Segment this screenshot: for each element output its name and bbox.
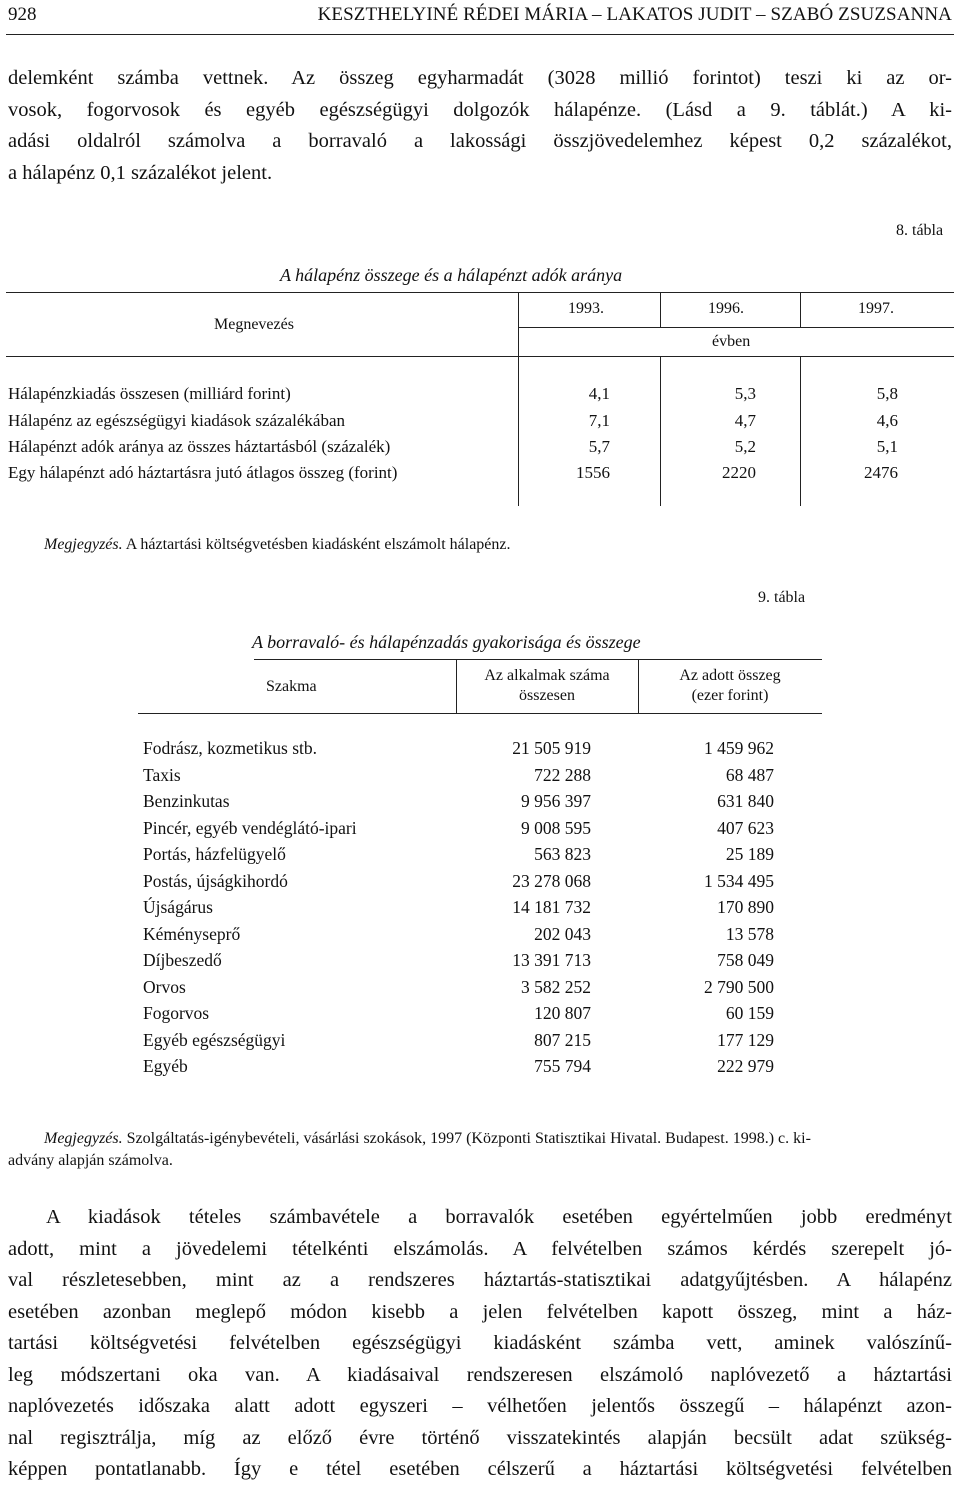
outro-line: leg módszertani oka van. A kiadásaival rendszeresen elszámoló naplóvezető a háztartási [8, 1363, 952, 1386]
table9-cell-amount: 170 890 [717, 897, 774, 917]
running-header-authors: KESZTHELYINÉ RÉDEI MÁRIA – LAKATOS JUDIT – SZABÓ ZSUZSANNA [317, 4, 952, 25]
table9-row-label: Pincér, egyéb vendéglátó-ipari [143, 817, 357, 838]
table9-cell-count: 755 794 [534, 1056, 591, 1076]
table8-number: 8. tábla [896, 222, 944, 239]
outro-line: val részletesebben, mint az a rendszeres háztartás-statisztikai adatgyűjtésben. A hálapénz [8, 1269, 952, 1291]
table8-cell: 5,1 [876, 437, 898, 456]
table9-cell-amount: 68 487 [725, 764, 774, 785]
header-rule [6, 34, 954, 35]
intro-paragraph [8, 63, 952, 189]
table9-col-count-line1: Az alkalmak száma [484, 667, 610, 684]
intro-line: vosok, fogorvosok és egyéb egészségügyi dolgozók hálapénze. (Lásd a 9. táblát.) A ki- [8, 98, 952, 121]
outro-line: nal regisztrálja, míg az előző évre történő visszatekintés alapján becsült adat szükség- [8, 1426, 952, 1449]
outro-line: naplóvezetés időszaka alatt adott egyszeri – vélhetően jelentős összegű – hálapénzt azon- [8, 1395, 952, 1417]
table9-cell-amount: 1 534 495 [704, 870, 774, 891]
table8-year-1993: 1993. [568, 300, 604, 317]
table8-note [44, 534, 511, 555]
table8-cell: 5,7 [588, 437, 610, 456]
table9-cell-count: 14 181 732 [512, 897, 591, 917]
table9-title: A borravaló- és hálapénzadás gyakorisága és összege [252, 632, 641, 652]
running-header [8, 4, 952, 34]
table9-number: 9. tábla [758, 589, 806, 606]
table9-row-label: Díjbeszedő [143, 950, 222, 970]
table9-top-rule [254, 659, 822, 660]
table8-cell: 4,7 [734, 411, 756, 430]
table9-row-label: Egyéb egészségügyi [143, 1029, 286, 1050]
outro-line: adott, mint a jövedelemi tételkénti elszámolás. A felvételben számos kérdés szerepelt jó- [8, 1237, 952, 1260]
table8-cell: 4,1 [588, 384, 610, 403]
table9-cell-amount: 758 049 [717, 950, 774, 970]
table9-row-label: Újságárus [143, 897, 213, 917]
table8-row-label: Hálapénzkiadás összesen (milliárd forint) [8, 384, 291, 403]
table8-row-label: Hálapénz az egészségügyi kiadások százalékában [8, 411, 345, 430]
table9-row-label: Orvos [143, 976, 186, 997]
table9-col-count [456, 667, 638, 705]
table9-col-amount [638, 667, 822, 705]
table9-cell-count: 9 008 595 [521, 817, 591, 838]
table9-note [44, 1128, 952, 1149]
table8-row-label: Hálapénzt adók aránya az összes háztartásból (százalék) [8, 437, 391, 456]
table9-cell-amount: 177 129 [717, 1029, 774, 1050]
table9-row-label: Benzinkutas [143, 791, 230, 811]
table8-header-bottom-rule [6, 356, 954, 357]
table9-cell-amount: 2 790 500 [704, 976, 774, 997]
table8-cell: 2220 [722, 463, 756, 482]
table9-note-line2: advány alapján számolva. [8, 1152, 173, 1169]
table9-col-amount-line2: (ezer forint) [691, 687, 769, 704]
table9-row-label: Portás, házfelügyelő [143, 844, 286, 864]
outro-line: képpen pontatlanabb. Így e tétel esetében célszerű a háztartási költségvetési felvételben [8, 1458, 952, 1480]
table8-year-divider [800, 292, 801, 327]
table9-cell-count: 202 043 [534, 923, 591, 944]
table9-row-label: Fogorvos [143, 1003, 210, 1023]
table9-col-count-line2: összesen [519, 687, 575, 704]
table8-year-divider [660, 292, 661, 327]
intro-line: a hálapénz 0,1 százalékot jelent. [8, 161, 273, 184]
table9-row-label: Kéményseprő [143, 923, 241, 944]
intro-line: adási oldalról számolva a borravaló a lakossági összjövedelemhez képest 0,2 százalékot, [8, 130, 952, 152]
table8-cell: 1556 [576, 463, 610, 482]
table8-header-divider [518, 292, 519, 356]
table8-title: A hálapénz összege és a hálapénzt adók aránya [280, 265, 623, 285]
table8-body-divider [800, 356, 801, 506]
table9-cell-count: 9 956 397 [521, 791, 591, 811]
table9-cell-count: 3 582 252 [521, 976, 591, 997]
table9-cell-amount: 222 979 [717, 1056, 774, 1076]
table8-year-1997: 1997. [858, 300, 894, 317]
table9-cell-amount: 13 578 [725, 923, 774, 944]
table9-cell-amount: 631 840 [717, 791, 774, 811]
outro-line: esetében azonban meglepő módon kisebb a jelen felvételben kapott összeg, mint a ház- [8, 1300, 952, 1323]
intro-line: delemként számba vettnek. Az összeg egyharmadát (3028 millió forintot) teszi ki az or- [8, 67, 952, 89]
table8-note-label: Megjegyzés. [44, 536, 123, 553]
table8-years-rule [518, 327, 954, 328]
table9-col-amount-line1: Az adott összeg [679, 667, 781, 684]
table8-body-divider [518, 356, 519, 506]
table9-header-bottom-rule [138, 713, 822, 714]
table9-cell-count: 722 288 [534, 764, 591, 785]
table9-note-label: Megjegyzés. [44, 1130, 123, 1147]
table9-row-label: Postás, újságkihordó [143, 870, 288, 891]
table9-cell-count: 563 823 [534, 844, 591, 864]
page-number: 928 [8, 4, 37, 25]
table8-cell: 5,8 [876, 384, 898, 403]
table8-cell: 7,1 [588, 411, 610, 430]
table9-cell-count: 120 807 [534, 1003, 591, 1023]
outro-line: tartási költségvetési felvételben egészségügyi kiadásként számba vett, aminek valószínű- [8, 1332, 952, 1354]
table9-cell-amount: 60 159 [725, 1003, 774, 1023]
table9-row-label: Taxis [143, 764, 181, 785]
outro-line: A kiadások tételes számbavétele a borravalók esetében egyértelműen jobb eredményt [46, 1206, 952, 1228]
table9-cell-count: 13 391 713 [512, 950, 591, 970]
table8-row-label: Egy hálapénzt adó háztartásra jutó átlagos összeg (forint) [8, 463, 398, 482]
outro-paragraph [8, 1202, 952, 1486]
table9-row-label: Egyéb [143, 1056, 188, 1076]
table9-row-label: Fodrász, kozmetikus stb. [143, 738, 318, 758]
table8-col-label: Megnevezés [214, 316, 294, 333]
table9-cell-count: 23 278 068 [512, 870, 591, 891]
table9-cell-amount: 1 459 962 [704, 738, 774, 758]
table9-cell-count: 21 505 919 [512, 738, 591, 758]
table9-note-line1: Szolgáltatás-igénybevételi, vásárlási szokások, 1997 (Központi Statisztikai Hivatal. Budapest. 1998.) c. ki- [122, 1130, 811, 1147]
table8-top-rule [6, 292, 954, 293]
table9-cell-amount: 25 189 [725, 844, 774, 864]
table9-cell-amount: 407 623 [717, 817, 774, 838]
table8-year-1996: 1996. [708, 300, 744, 317]
table8-note-text: A háztartási költségvetésben kiadásként elszámolt hálapénz. [122, 536, 511, 553]
table8-cell: 4,6 [876, 411, 898, 430]
table8-cell: 5,2 [734, 437, 756, 456]
table9-col-occupation: Szakma [266, 678, 317, 695]
table9-cell-count: 807 215 [534, 1029, 591, 1050]
table8-years-unit: évben [712, 333, 751, 350]
table8-cell: 5,3 [734, 384, 756, 403]
table8-body-divider [660, 356, 661, 506]
table8-cell: 2476 [864, 463, 898, 482]
